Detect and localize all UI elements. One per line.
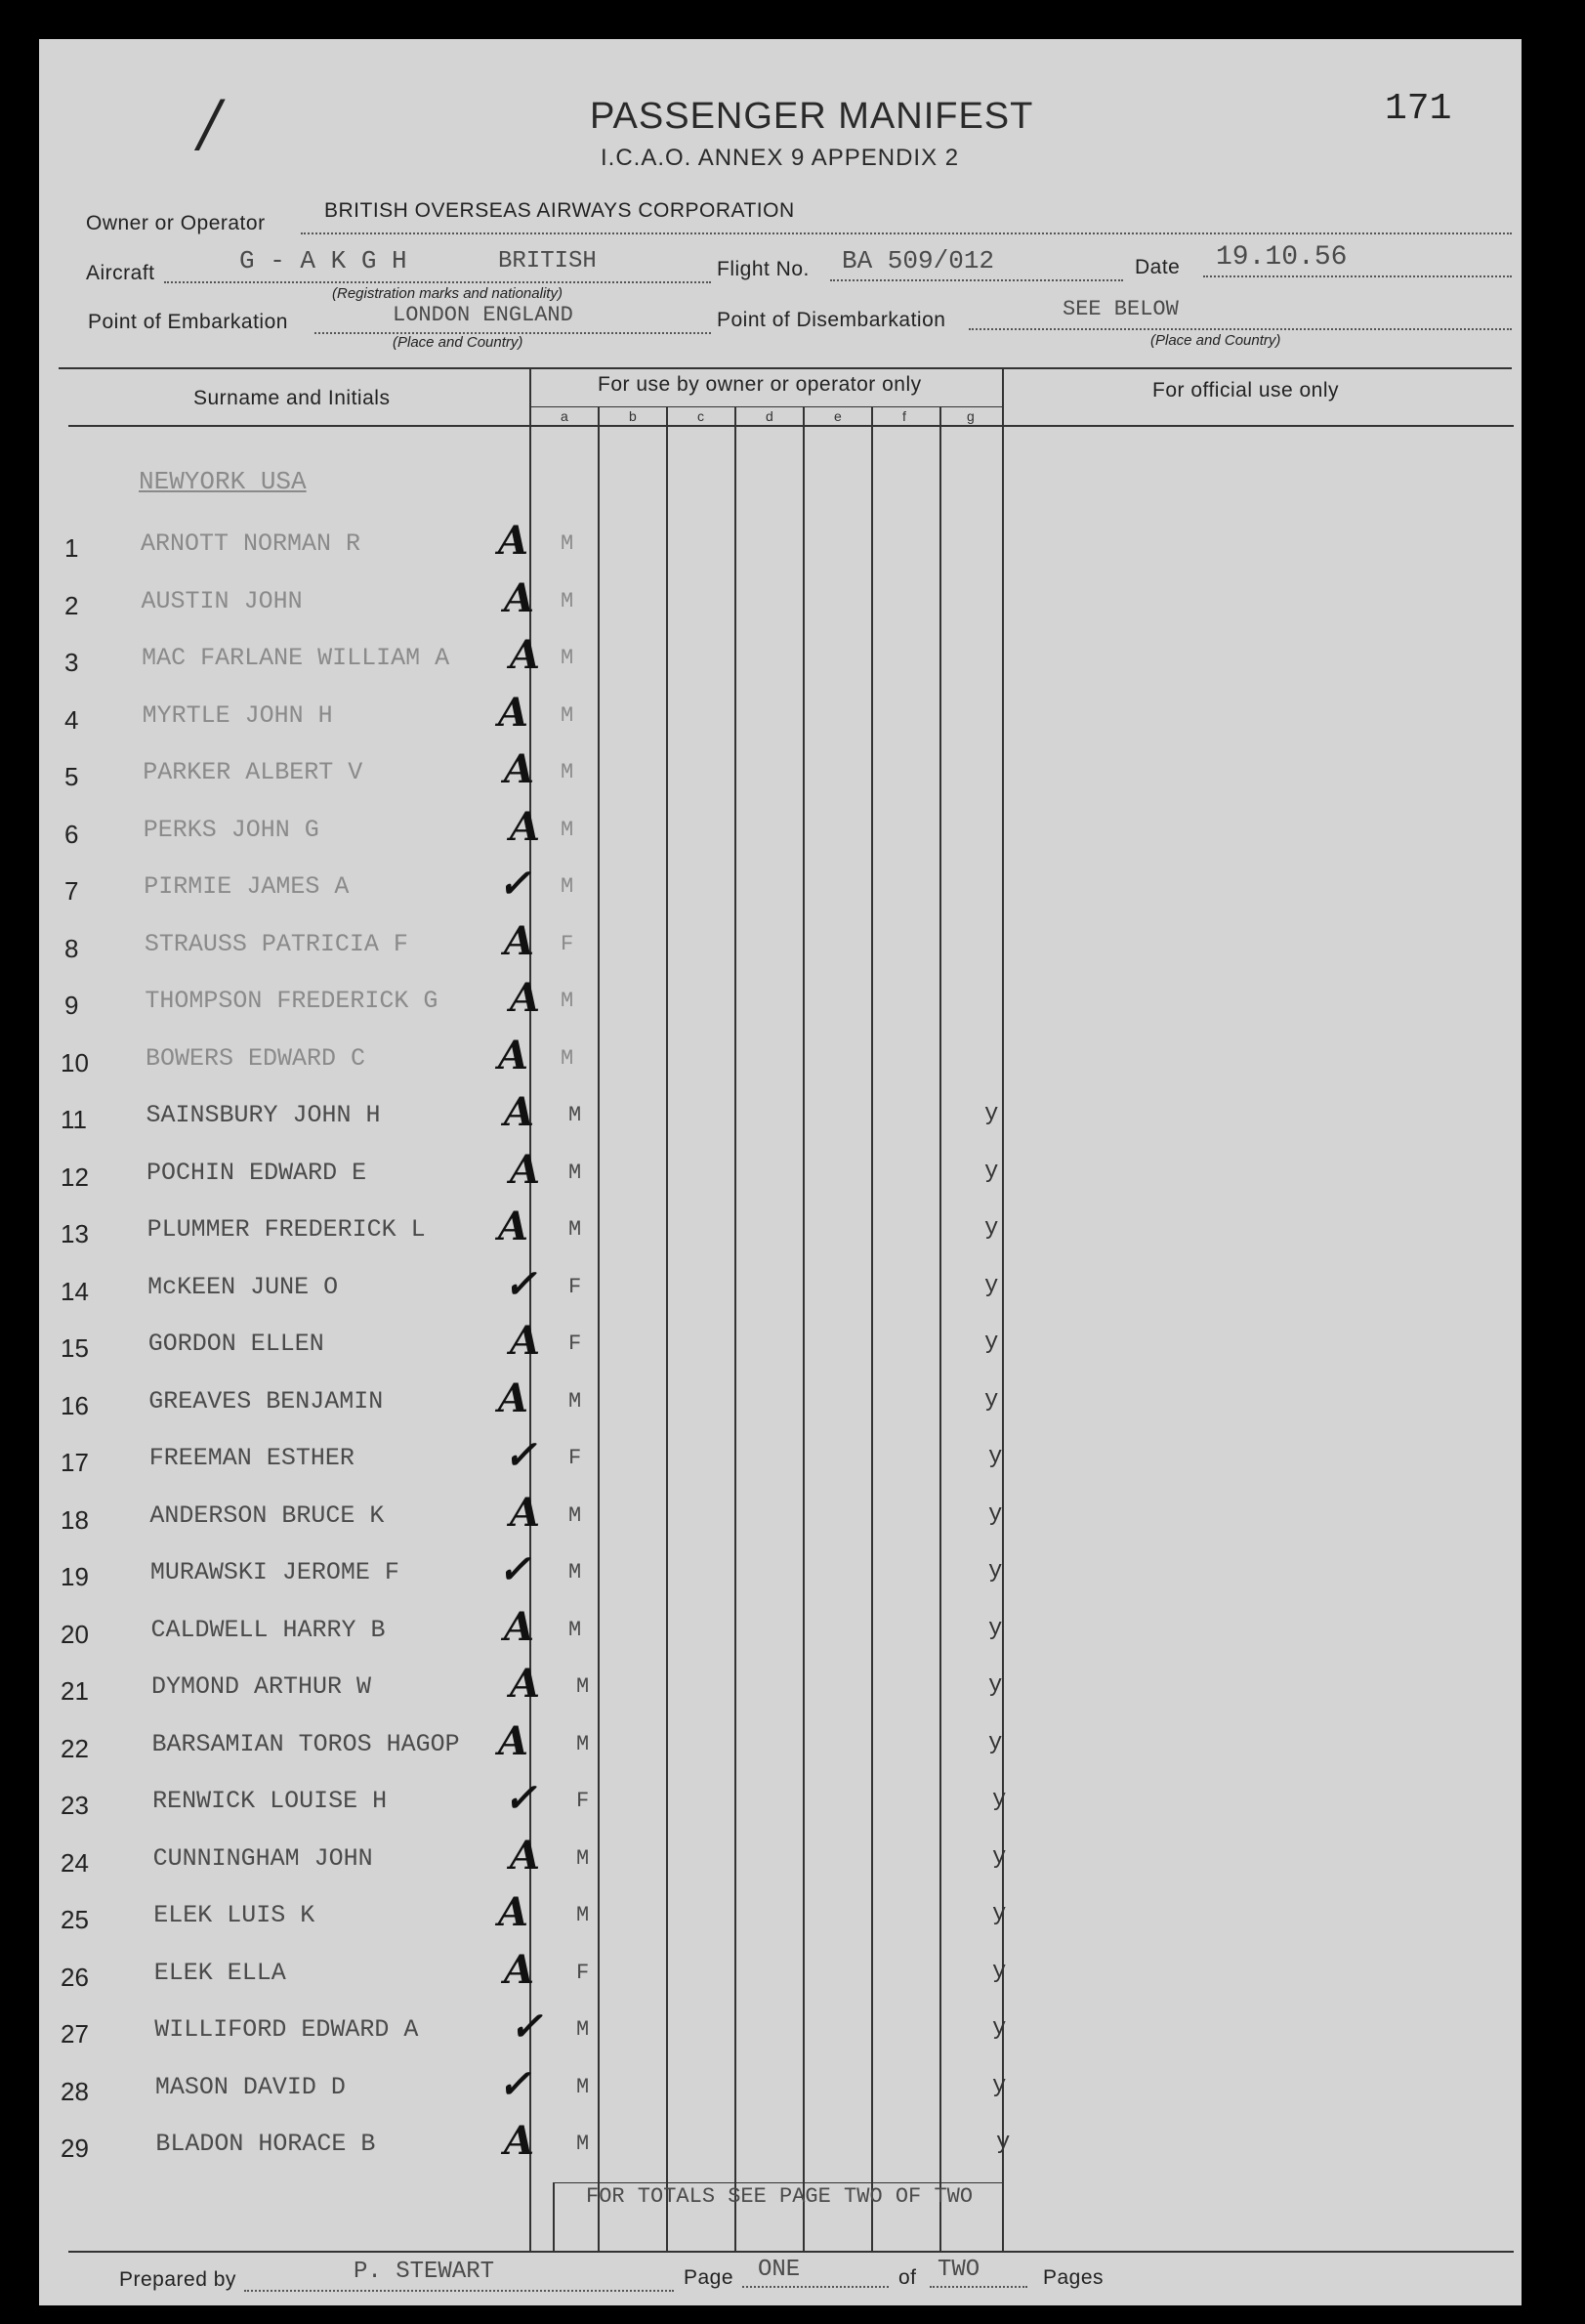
passenger-name: MAC FARLANE WILLIAM A — [142, 644, 450, 672]
col-name-header: Surname and Initials — [193, 387, 391, 409]
passenger-name: ELEK LUIS K — [153, 1901, 315, 1929]
column-g-value: y — [992, 2015, 1007, 2042]
row-number: 21 — [61, 1676, 89, 1706]
aircraft-caption: (Registration marks and nationality) — [332, 285, 563, 302]
column-g-value: y — [988, 1501, 1003, 1528]
passenger-name: MURAWSKI JEROME F — [149, 1558, 399, 1586]
passenger-name: PARKER ALBERT V — [143, 758, 363, 786]
check-mark-icon: ✓ — [510, 2004, 543, 2049]
status-mark: A — [498, 518, 529, 564]
row-number: 10 — [61, 1048, 89, 1077]
passenger-sex: M — [576, 2075, 590, 2099]
aircraft-registration: G - A K G H — [239, 246, 407, 275]
column-g-value: y — [996, 2130, 1011, 2156]
passenger-sex: M — [576, 1732, 590, 1756]
col-g: g — [967, 408, 975, 424]
col-d: d — [766, 408, 773, 424]
disembarkation-value: SEE BELOW — [1063, 297, 1179, 321]
row-number: 29 — [61, 2134, 89, 2163]
col-e: e — [834, 408, 842, 424]
column-g-value: y — [992, 1844, 1007, 1871]
col-official-header: For official use only — [1152, 379, 1340, 401]
status-mark: A — [510, 975, 541, 1021]
status-mark: A — [510, 1147, 541, 1193]
status-mark: A — [504, 746, 535, 792]
passenger-sex: M — [568, 1103, 582, 1127]
passenger-name: STRAUSS PATRICIA F — [144, 930, 408, 958]
of-value: TWO — [938, 2257, 980, 2283]
status-mark: A — [504, 1947, 535, 1993]
status-mark: A — [510, 1833, 541, 1879]
disembarkation-label: Point of Disembarkation — [717, 309, 946, 331]
column-g-value: y — [988, 1616, 1003, 1642]
passenger-name: WILLIFORD EDWARD A — [154, 2015, 419, 2044]
row-number: 16 — [61, 1391, 89, 1420]
passenger-name: CALDWELL HARRY B — [150, 1616, 386, 1644]
row-number: 27 — [61, 2019, 89, 2049]
aircraft-nationality: BRITISH — [498, 248, 597, 275]
status-mark: A — [510, 1490, 541, 1536]
embarkation-label: Point of Embarkation — [88, 311, 288, 333]
passenger-name: MYRTLE JOHN H — [142, 701, 333, 730]
passenger-name: AUSTIN JOHN — [141, 587, 303, 615]
row-number: 24 — [61, 1848, 89, 1878]
col-b: b — [629, 408, 637, 424]
column-g-value: y — [992, 1901, 1007, 1927]
passenger-sex: M — [576, 2132, 590, 2156]
row-number: 19 — [61, 1562, 89, 1591]
column-g-value: y — [984, 1215, 999, 1242]
passenger-sex: F — [568, 1446, 582, 1470]
passenger-sex: M — [576, 1903, 590, 1927]
status-mark: A — [504, 1089, 535, 1135]
column-g-value: y — [984, 1159, 999, 1185]
row-number: 5 — [64, 762, 79, 791]
status-mark: A — [510, 632, 541, 678]
page-subtitle: I.C.A.O. ANNEX 9 APPENDIX 2 — [601, 145, 960, 171]
passenger-name: MASON DAVID D — [154, 2073, 346, 2101]
passenger-sex: F — [561, 932, 574, 956]
check-mark-icon: ✓ — [498, 2061, 531, 2107]
passenger-sex: M — [576, 1674, 590, 1699]
page-value: ONE — [758, 2257, 801, 2283]
col-operator-header: For use by owner or operator only — [598, 373, 922, 396]
passenger-sex: F — [576, 1789, 590, 1813]
row-number: 1 — [64, 533, 79, 563]
section-heading: NEWYORK USA — [139, 467, 307, 496]
column-g-value: y — [988, 1444, 1003, 1470]
status-mark: A — [498, 1718, 529, 1764]
column-g-value: y — [984, 1101, 999, 1127]
column-g-value: y — [984, 1273, 999, 1299]
aircraft-label: Aircraft — [86, 262, 155, 284]
row-number: 22 — [61, 1734, 89, 1763]
column-g-value: y — [992, 2073, 1007, 2099]
passenger-name: POCHIN EDWARD E — [146, 1159, 367, 1187]
disembarkation-caption: (Place and Country) — [1150, 332, 1281, 349]
page-title: PASSENGER MANIFEST — [590, 96, 1034, 137]
prepared-value: P. STEWART — [354, 2259, 495, 2285]
passenger-sex: M — [568, 1217, 582, 1242]
status-mark: A — [498, 1375, 529, 1421]
passenger-sex: M — [561, 760, 574, 784]
passenger-name: GREAVES BENJAMIN — [148, 1387, 384, 1416]
passenger-sex: M — [561, 703, 574, 728]
passenger-name: THOMPSON FREDERICK G — [145, 987, 438, 1015]
passenger-sex: M — [576, 1846, 590, 1871]
row-number: 2 — [64, 591, 79, 620]
of-label: of — [898, 2266, 917, 2289]
passenger-name: BLADON HORACE B — [155, 2130, 376, 2158]
passenger-name: BARSAMIAN TOROS HAGOP — [151, 1730, 460, 1758]
row-number: 15 — [61, 1333, 89, 1363]
passenger-name: PIRMIE JAMES A — [144, 872, 350, 901]
row-number: 28 — [61, 2077, 89, 2106]
status-mark: A — [504, 2118, 535, 2164]
row-number: 18 — [61, 1505, 89, 1535]
row-number: 14 — [61, 1277, 89, 1306]
embarkation-caption: (Place and Country) — [393, 334, 523, 351]
embarkation-value: LONDON ENGLAND — [393, 303, 573, 327]
row-number: 11 — [61, 1105, 87, 1134]
status-mark: A — [498, 1204, 529, 1249]
row-number: 13 — [61, 1219, 89, 1248]
status-mark: A — [510, 1318, 541, 1364]
passenger-sex: M — [561, 589, 574, 613]
status-mark: A — [504, 918, 535, 964]
status-mark: A — [498, 1033, 529, 1078]
prepared-label: Prepared by — [119, 2268, 236, 2291]
passenger-name: FREEMAN ESTHER — [148, 1444, 355, 1472]
row-number: 9 — [64, 991, 79, 1020]
row-number: 6 — [64, 820, 79, 849]
pages-label: Pages — [1043, 2266, 1105, 2289]
passenger-name: PLUMMER FREDERICK L — [146, 1215, 426, 1244]
row-number: 20 — [61, 1620, 89, 1649]
status-mark: A — [498, 1889, 529, 1935]
col-a: a — [561, 408, 568, 424]
col-c: c — [697, 408, 704, 424]
passenger-sex: M — [568, 1560, 582, 1585]
date-value: 19.10.56 — [1216, 242, 1348, 273]
totals-note: FOR TOTALS SEE PAGE TWO OF TWO — [586, 2184, 974, 2209]
row-number: 26 — [61, 1963, 89, 1992]
check-mark-icon: ✓ — [504, 1775, 537, 1821]
column-g-value: y — [992, 1787, 1007, 1813]
column-g-value: y — [988, 1730, 1003, 1756]
passenger-name: ELEK ELLA — [153, 1959, 286, 1987]
flight-label: Flight No. — [717, 258, 810, 280]
passenger-sex: F — [568, 1275, 582, 1299]
column-g-value: y — [984, 1330, 999, 1356]
status-mark: A — [504, 1604, 535, 1650]
manifest-sheet — [39, 39, 1522, 2305]
owner-label: Owner or Operator — [86, 212, 266, 234]
column-g-value: y — [988, 1672, 1003, 1699]
passenger-name: RENWICK LOUISE H — [152, 1787, 388, 1815]
passenger-sex: M — [568, 1618, 582, 1642]
row-number: 12 — [61, 1162, 89, 1192]
row-number: 25 — [61, 1905, 89, 1934]
passenger-sex: M — [561, 531, 574, 556]
flight-number: BA 509/012 — [842, 246, 995, 275]
date-label: Date — [1135, 256, 1181, 278]
passenger-sex: M — [568, 1389, 582, 1414]
row-number: 4 — [64, 705, 79, 735]
status-mark: A — [510, 804, 541, 850]
passenger-name: DYMOND ARTHUR W — [151, 1672, 372, 1701]
row-number: 23 — [61, 1791, 89, 1820]
check-mark-icon: ✓ — [498, 1546, 531, 1592]
row-number: 7 — [64, 876, 79, 906]
page-number: 171 — [1385, 88, 1452, 130]
passenger-sex: M — [568, 1161, 582, 1185]
status-mark: A — [510, 1661, 541, 1707]
passenger-name: PERKS JOHN G — [143, 816, 319, 844]
passenger-sex: M — [576, 2017, 590, 2042]
passenger-name: CUNNINGHAM JOHN — [152, 1844, 373, 1873]
row-number: 3 — [64, 648, 79, 677]
passenger-name: SAINSBURY JOHN H — [146, 1101, 381, 1129]
check-mark-icon: ✓ — [504, 1261, 537, 1307]
check-mark-icon: ✓ — [498, 861, 531, 907]
passenger-sex: F — [576, 1961, 590, 1985]
col-f: f — [902, 408, 906, 424]
passenger-name: McKEEN JUNE O — [147, 1273, 339, 1301]
corner-mark: / — [199, 88, 221, 160]
page-label: Page — [684, 2266, 734, 2289]
column-g-value: y — [988, 1558, 1003, 1585]
row-number: 8 — [64, 934, 79, 963]
passenger-name: BOWERS EDWARD C — [145, 1044, 365, 1073]
passenger-name: GORDON ELLEN — [147, 1330, 324, 1358]
passenger-name: ANDERSON BRUCE K — [149, 1501, 385, 1530]
passenger-sex: M — [561, 818, 574, 842]
check-mark-icon: ✓ — [504, 1432, 537, 1478]
owner-value: BRITISH OVERSEAS AIRWAYS CORPORATION — [324, 199, 795, 222]
passenger-sex: F — [568, 1331, 582, 1356]
status-mark: A — [498, 690, 529, 736]
row-number: 17 — [61, 1448, 89, 1477]
column-g-value: y — [984, 1387, 999, 1414]
passenger-sex: M — [561, 1046, 574, 1071]
passenger-sex: M — [561, 989, 574, 1013]
status-mark: A — [504, 575, 535, 621]
passenger-sex: M — [561, 874, 574, 899]
column-g-value: y — [992, 1959, 1007, 1985]
passenger-sex: M — [561, 646, 574, 670]
passenger-name: ARNOTT NORMAN R — [141, 529, 361, 558]
passenger-sex: M — [568, 1503, 582, 1528]
